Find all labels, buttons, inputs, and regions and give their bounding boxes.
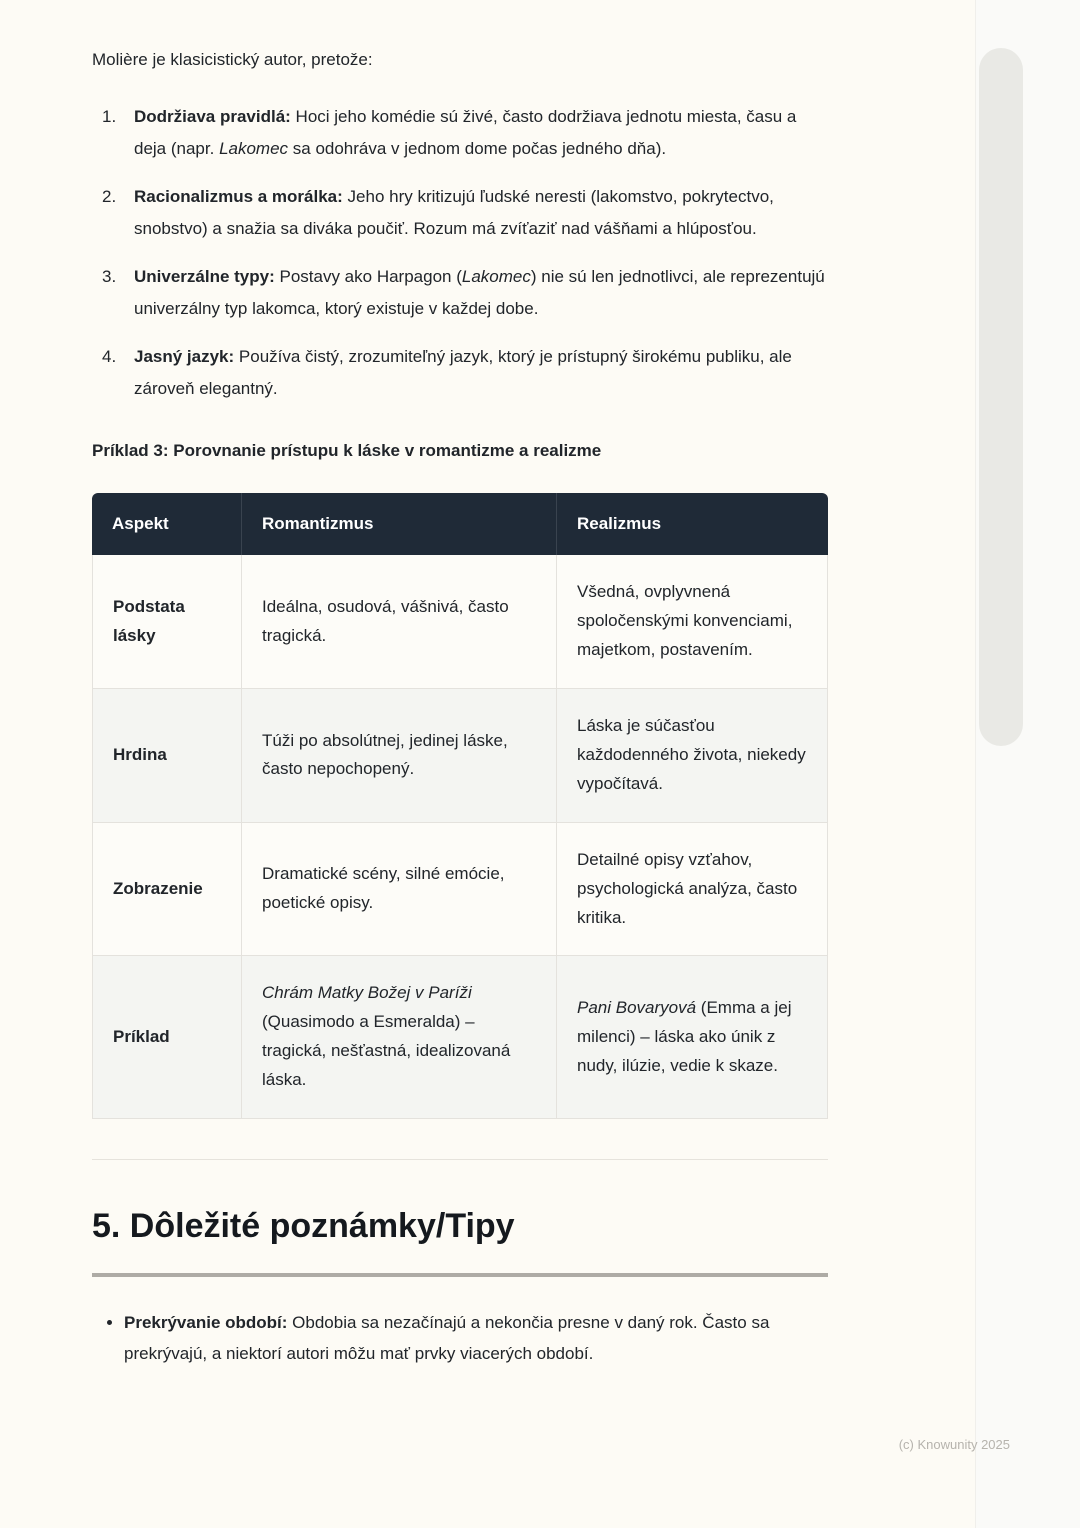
column-header-aspekt: Aspekt xyxy=(92,493,242,555)
cell-text: (Quasimodo a Esmeralda) – tragická, nešťastná, idealizovaná láska. xyxy=(262,1012,511,1090)
intro-paragraph: Molière je klasicistický autor, pretože: xyxy=(92,50,373,69)
table-row xyxy=(92,689,828,823)
copyright-text: (c) Knowunity 2025 xyxy=(898,1437,1010,1452)
list-item-text: Hoci jeho komédie sú živé, často dodržiava jednotu miesta, času a deja (napr. xyxy=(134,107,797,158)
table-heading: Príklad 3: Porovnanie prístupu k láske v romantizme a realizme xyxy=(92,440,602,460)
aspect-cell: Zobrazenie xyxy=(92,823,242,957)
romantizmus-cell: Dramatické scény, silné emócie, poetické opisy. xyxy=(242,823,557,957)
list-item-body xyxy=(134,341,828,404)
romantizmus-cell: Túži po absolútnej, jedinej láske, často nepochopený. xyxy=(242,689,557,823)
aspect-cell: Hrdina xyxy=(92,689,242,823)
realizmus-cell: Všedná, ovplyvnená spoločenskými konvenciami, majetkom, postavením. xyxy=(557,555,828,689)
list-item-text: ) nie sú len jednotlivci, ale reprezentujú univerzálny typ lakomca, ktorý existuje v každej dobe. xyxy=(134,267,825,318)
list-item-number: 3. xyxy=(102,267,117,287)
list-item-text: Postavy ako Harpagon ( xyxy=(274,267,462,287)
realizmus-cell: Láska je súčasťou každodenného života, niekedy vypočítavá. xyxy=(557,689,828,823)
bullet-item xyxy=(124,1307,828,1370)
book-title: Lakomec xyxy=(461,267,531,287)
list-item-text: Jeho hry kritizujú ľudské neresti (lakomstvo, pokrytectvo, snobstvo) a snažia sa diváka poučiť. Rozum má zvíťaziť nad vášňami a hlúposťou. xyxy=(134,187,774,238)
section-divider xyxy=(92,1159,828,1160)
romantizmus-cell xyxy=(242,956,557,1119)
realizmus-cell: Detailné opisy vzťahov, psychologická analýza, často kritika. xyxy=(557,823,828,957)
romantizmus-cell: Ideálna, osudová, vášnivá, často tragická. xyxy=(242,555,557,689)
list-item-text: Používa čistý, zrozumiteľný jazyk, ktorý je prístupný širokému publiku, ale zároveň elegantný. xyxy=(134,347,792,398)
list-item-text: sa odohráva v jednom dome počas jedného dňa). xyxy=(288,138,667,158)
scrollbar-track[interactable] xyxy=(975,0,1080,1528)
list-item-number: 4. xyxy=(102,347,117,367)
table-header-row xyxy=(92,493,828,555)
list-item-body xyxy=(134,101,828,164)
list-item xyxy=(102,101,828,164)
list-item-lead: Jasný jazyk: xyxy=(134,347,235,367)
list-item-body xyxy=(134,181,828,244)
list-item-number: 1. xyxy=(102,107,117,127)
column-header-romantizmus: Romantizmus xyxy=(242,493,557,555)
table-row xyxy=(92,555,828,689)
table-row xyxy=(92,823,828,957)
column-header-realizmus: Realizmus xyxy=(557,493,828,555)
tips-list xyxy=(92,1307,828,1370)
aspect-cell: Podstata lásky xyxy=(92,555,242,689)
table-row xyxy=(92,956,828,1119)
document-content xyxy=(92,44,828,1370)
bullet-lead: Prekrývanie období: xyxy=(124,1312,288,1332)
bullet-text: Obdobia sa nezačínajú a nekončia presne v daný rok. Často sa prekrývajú, a niektorí autori môžu mať prvky viacerých období. xyxy=(124,1312,770,1364)
list-item-lead: Dodržiava pravidlá: xyxy=(134,107,291,127)
realizmus-cell xyxy=(557,956,828,1119)
comparison-table xyxy=(92,493,828,1119)
list-item-body xyxy=(134,261,828,324)
cell-text: (Emma a jej milenci) – láska ako únik z nudy, ilúzie, vedie k skaze. xyxy=(577,997,792,1075)
heading-underline xyxy=(92,1273,828,1277)
list-item-number: 2. xyxy=(102,187,117,207)
book-title: Chrám Matky Božej v Paríži xyxy=(262,983,472,1003)
book-title: Lakomec xyxy=(219,138,289,158)
numbered-list xyxy=(92,101,828,404)
list-item xyxy=(102,261,828,324)
aspect-cell: Príklad xyxy=(92,956,242,1119)
scrollbar-thumb[interactable] xyxy=(979,48,1023,746)
list-item-lead: Racionalizmus a morálka: xyxy=(134,187,343,207)
list-item xyxy=(102,181,828,244)
section-heading: 5. Dôležité poznámky/Tipy xyxy=(92,1207,515,1246)
list-item xyxy=(102,341,828,404)
list-item-lead: Univerzálne typy: xyxy=(134,267,275,287)
book-title: Pani Bovaryová xyxy=(577,997,697,1017)
